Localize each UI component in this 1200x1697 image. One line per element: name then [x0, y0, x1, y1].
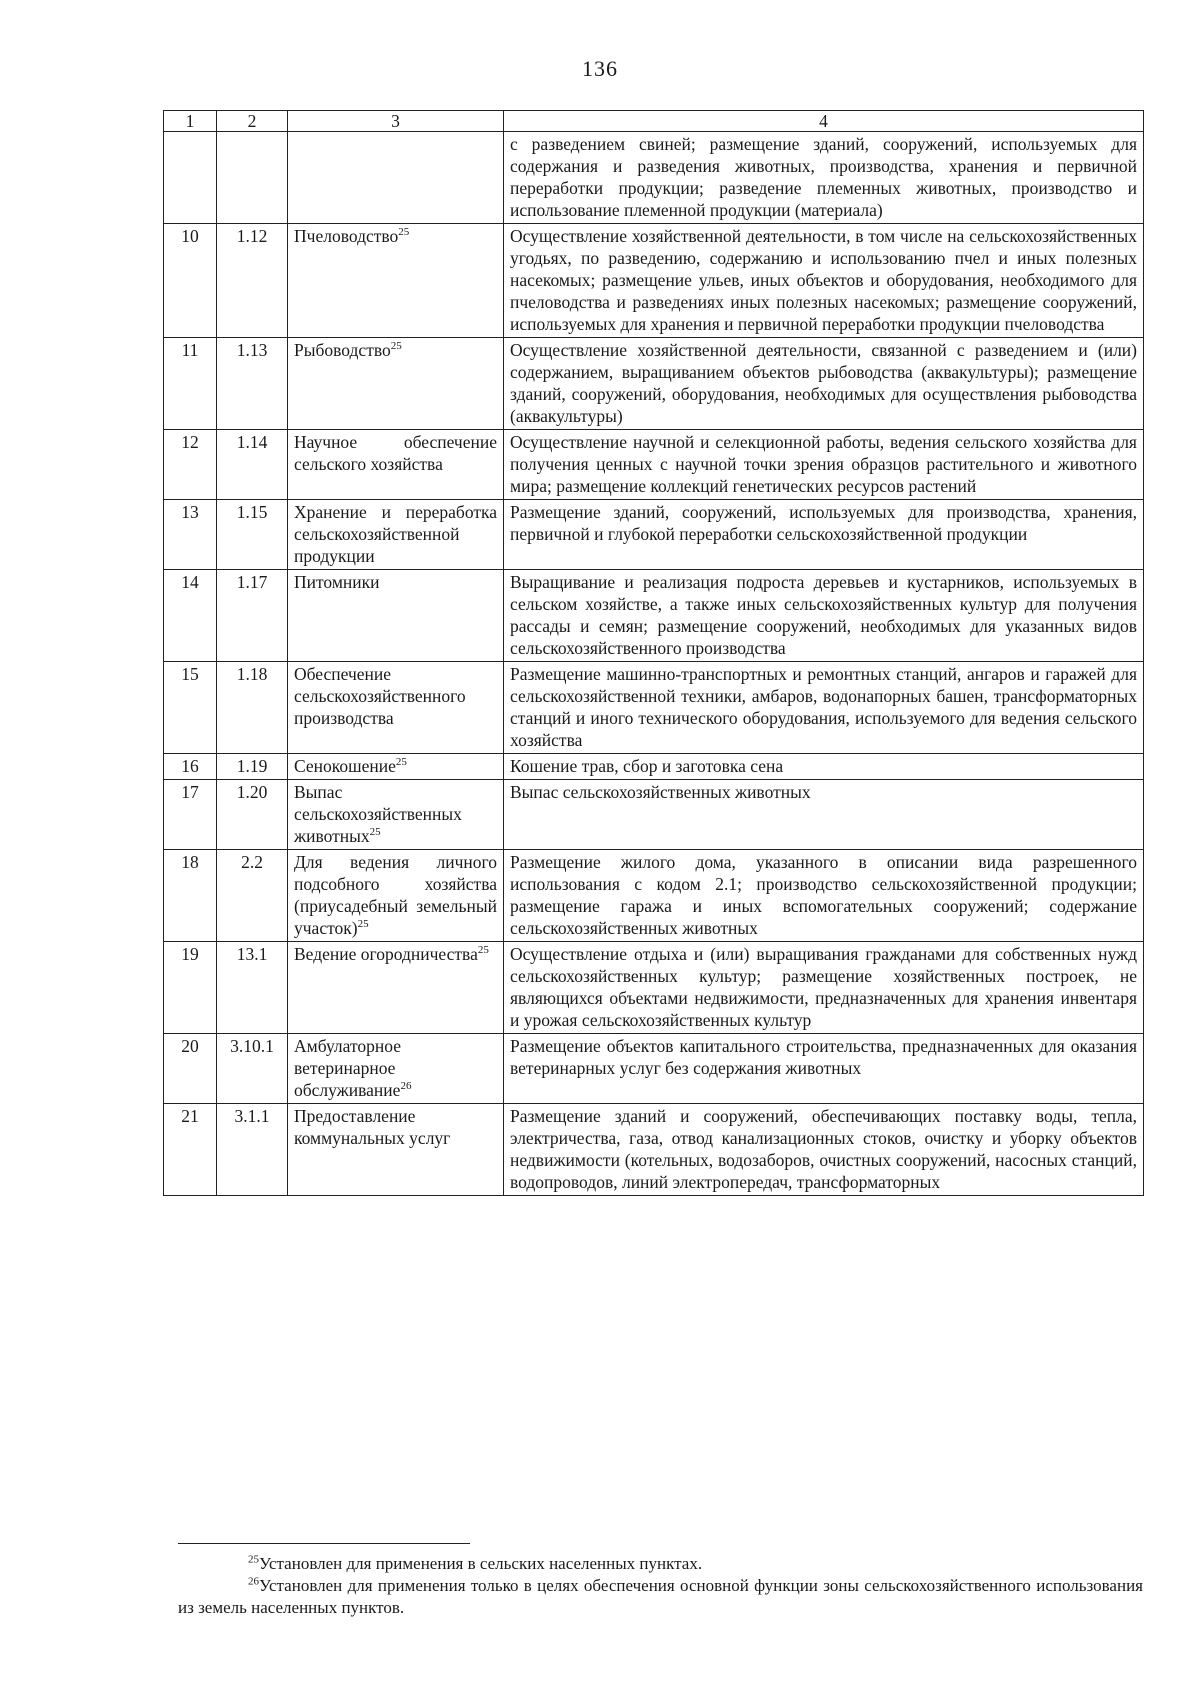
use-description: Осуществление научной и селекционной работы, ведения сельского хозяйства для получения ценных с научной точки зрения образцов растительного и животного мира; размещение коллекций генетических ресурсов растений: [504, 430, 1144, 500]
row-number: 10: [164, 224, 217, 338]
row-number: 13: [164, 500, 217, 570]
use-code: [217, 132, 288, 224]
use-name: Сенокошение: [294, 756, 396, 776]
use-description: Кошение трав, сбор и заготовка сена: [504, 754, 1144, 780]
table-row: [164, 850, 1144, 942]
use-name: Хранение и переработка сельскохозяйственной продукции: [294, 502, 497, 566]
use-code: 1.20: [217, 780, 288, 850]
table-header-row: [164, 111, 1144, 132]
table-row: [164, 338, 1144, 430]
use-name-cell: [288, 754, 504, 780]
use-description: Размещение объектов капитального строительства, предназначенных для оказания ветеринарных услуг без содержания животных: [504, 1034, 1144, 1104]
use-name-cell: [288, 570, 504, 662]
use-description: с разведением свиней; размещение зданий, сооружений, используемых для содержания и разведения животных, производства, хранения и первичной переработки продукции; разведение племенных животных, производство и использование племенной продукции (материала): [504, 132, 1144, 224]
row-number: 14: [164, 570, 217, 662]
use-name-cell: [288, 850, 504, 942]
footnote-mark: 26: [248, 1575, 259, 1588]
table-row: [164, 570, 1144, 662]
use-name: Амбулаторное ветеринарное обслуживание: [294, 1036, 401, 1100]
footnote-reference: 25: [357, 918, 369, 931]
use-name: Выпас сельскохозяйственных животных: [294, 782, 462, 846]
use-code: 1.15: [217, 500, 288, 570]
use-name: Пчеловодство: [294, 226, 399, 246]
use-description: Размещение зданий, сооружений, используемых для производства, хранения, первичной и глубокой переработки сельскохозяйственной продукции: [504, 500, 1144, 570]
land-use-table: [163, 110, 1144, 1196]
use-name: Научное обеспечение сельского хозяйства: [294, 432, 497, 474]
table-row: [164, 430, 1144, 500]
table-row: [164, 780, 1144, 850]
use-name: Рыбоводство: [294, 340, 391, 360]
table-row: [164, 132, 1144, 224]
table-row: [164, 224, 1144, 338]
use-name: Предоставление коммунальных услуг: [294, 1106, 451, 1148]
use-description: Выращивание и реализация подроста деревьев и кустарников, используемых в сельском хозяйстве, а также иных сельскохозяйственных культур для получения рассады и семян; размещение сооружений, необходимых для указанных видов сельскохозяйственного производства: [504, 570, 1144, 662]
use-description: Осуществление хозяйственной деятельности, в том числе на сельскохозяйственных угодьях, по разведению, содержанию и использованию пчел и иных полезных насекомых; размещение ульев, иных объектов и оборудования, необходимого для пчеловодства и разведениях иных полезных насекомых; размещение сооружений, используемых для хранения и первичной переработки продукции пчеловодства: [504, 224, 1144, 338]
footnote-reference: 25: [369, 826, 381, 839]
row-number: 19: [164, 942, 217, 1034]
footnotes: [178, 1553, 1143, 1619]
use-code: 1.17: [217, 570, 288, 662]
use-name-cell: [288, 780, 504, 850]
use-code: 1.19: [217, 754, 288, 780]
use-name-cell: [288, 430, 504, 500]
use-description: Осуществление отдыха и (или) выращивания гражданами для собственных нужд сельскохозяйственных культур; размещение хозяйственных построек, не являющихся объектами недвижимости, предназначенных для хранения инвентаря и урожая сельскохозяйственных культур: [504, 942, 1144, 1034]
table-row: [164, 500, 1144, 570]
use-description: Выпас сельскохозяйственных животных: [504, 780, 1144, 850]
footnote-reference: 25: [390, 340, 402, 353]
use-code: 1.13: [217, 338, 288, 430]
use-name-cell: [288, 500, 504, 570]
use-description: Размещение жилого дома, указанного в описании вида разрешенного использования с кодом 2.1; производство сельскохозяйственной продукции; размещение гаража и иных вспомогательных сооружений; содержание сельскохозяйственных животных: [504, 850, 1144, 942]
footnote-reference: 26: [400, 1080, 412, 1093]
table-row: [164, 1034, 1144, 1104]
use-name-cell: [288, 942, 504, 1034]
footnote: [178, 1575, 1143, 1619]
row-number: 12: [164, 430, 217, 500]
footnote: [178, 1553, 1143, 1575]
row-number: 17: [164, 780, 217, 850]
row-number: 16: [164, 754, 217, 780]
header-cell: 2: [217, 111, 288, 132]
footnote-reference: 25: [398, 226, 410, 239]
row-number: 11: [164, 338, 217, 430]
use-code: 1.12: [217, 224, 288, 338]
use-name-cell: [288, 338, 504, 430]
use-name-cell: [288, 662, 504, 754]
use-code: 13.1: [217, 942, 288, 1034]
table-row: [164, 1104, 1144, 1196]
use-description: Осуществление хозяйственной деятельности, связанной с разведением и (или) содержанием, выращиванием объектов рыбоводства (аквакультуры); размещение зданий, сооружений, оборудования, необходимых для осуществления рыбоводства (аквакультуры): [504, 338, 1144, 430]
use-code: 1.14: [217, 430, 288, 500]
use-name: Обеспечение сельскохозяйственного производства: [294, 664, 466, 728]
use-name-cell: [288, 224, 504, 338]
use-name: Ведение огородничества: [294, 944, 478, 964]
table-row: [164, 942, 1144, 1034]
use-code: 2.2: [217, 850, 288, 942]
row-number: 20: [164, 1034, 217, 1104]
use-name-cell: [288, 1104, 504, 1196]
use-code: 3.1.1: [217, 1104, 288, 1196]
use-name: Для ведения личного подсобного хозяйства (приусадебный земельный участок): [294, 852, 497, 938]
table-row: [164, 662, 1144, 754]
use-description: Размещение машинно-транспортных и ремонтных станций, ангаров и гаражей для сельскохозяйственной техники, амбаров, водонапорных башен, трансформаторных станций и иного технического оборудования, используемого для ведения сельского хозяйства: [504, 662, 1144, 754]
use-description: Размещение зданий и сооружений, обеспечивающих поставку воды, тепла, электричества, газа, отвод канализационных стоков, очистку и уборку объектов недвижимости (котельных, водозаборов, очистных сооружений, насосных станций, водопроводов, линий электропередач, трансформаторных: [504, 1104, 1144, 1196]
use-name-cell: [288, 132, 504, 224]
row-number: 15: [164, 662, 217, 754]
header-cell: 1: [164, 111, 217, 132]
use-name-cell: [288, 1034, 504, 1104]
page-number: 136: [582, 56, 618, 81]
row-number: 21: [164, 1104, 217, 1196]
footnote-reference: 25: [395, 756, 407, 769]
footnote-reference: 25: [477, 944, 489, 957]
header-cell: 3: [288, 111, 504, 132]
table-row: [164, 754, 1144, 780]
footnote-text: Установлен для применения в сельских населенных пунктах.: [259, 1554, 703, 1573]
use-name: Питомники: [294, 572, 380, 592]
footnote-text: Установлен для применения только в целях обеспечения основной функции зоны сельскохозяйственного использования из земель населенных пунктов.: [178, 1576, 1143, 1617]
row-number: 18: [164, 850, 217, 942]
row-number: [164, 132, 217, 224]
header-cell: 4: [504, 111, 1144, 132]
footnote-divider: [178, 1543, 470, 1544]
use-code: 1.18: [217, 662, 288, 754]
footnote-mark: 25: [248, 1553, 259, 1566]
use-code: 3.10.1: [217, 1034, 288, 1104]
